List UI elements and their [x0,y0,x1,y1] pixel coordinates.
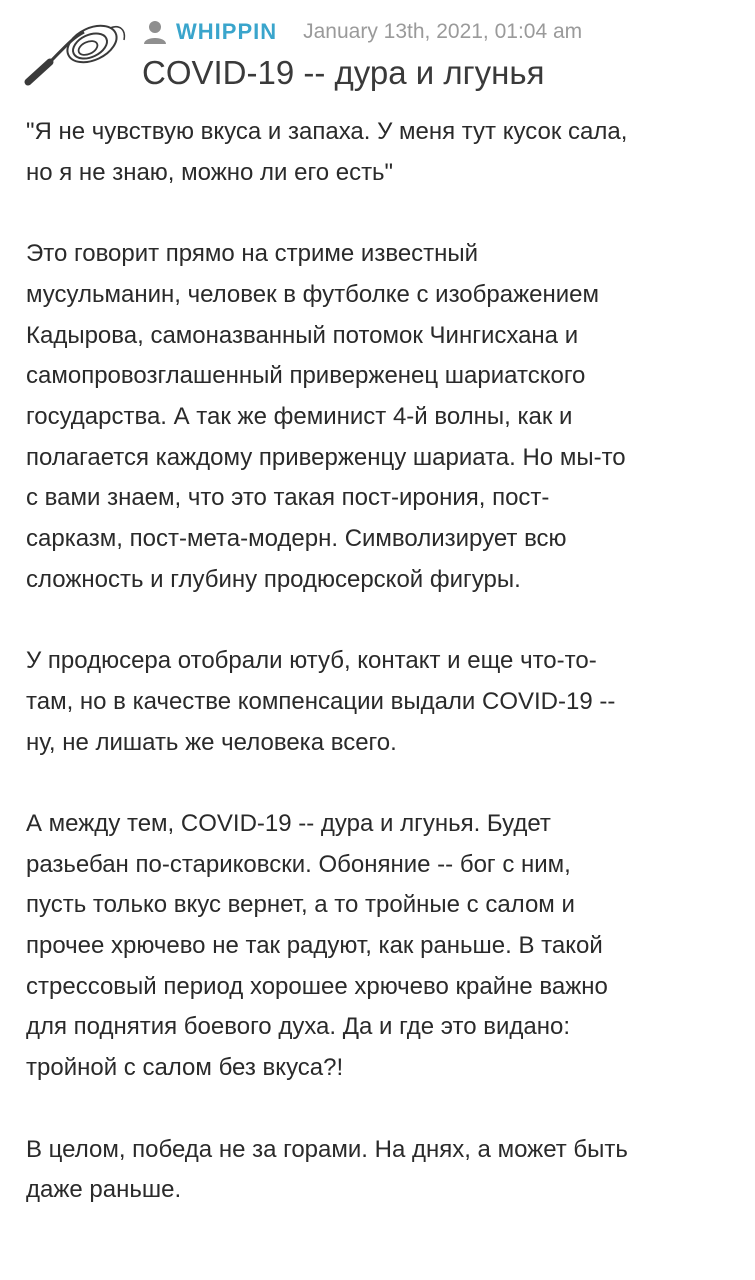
author-name[interactable]: WHIPPIN [176,19,278,44]
paragraph-3 [26,641,738,763]
text-line: даже раньше. [26,1176,182,1204]
text-line: тройной с салом без вкуса?! [26,1054,344,1082]
text-line: полагается каждому приверженцу шариата. Но мы-то [26,443,626,471]
user-icon [142,19,168,45]
paragraph-4 [26,804,738,1089]
text-line: "Я не чувствую вкуса и запаха. У меня тут кусок сала, [26,118,628,145]
whip-icon [20,14,130,86]
text-line: мусульманин, человек в футболке с изображением [26,280,599,308]
text-line: прочее хрючево не так радуют, как раньше. В такой [26,932,603,960]
post-title[interactable]: COVID-19 -- дура и лгунья [142,54,545,91]
text-line: разьебан по-стариковски. Обоняние -- бог с ним, [26,850,571,878]
text-line: для поднятия боевого духа. Да и где это видано: [26,1013,571,1041]
text-line: самопровозглашенный приверженец шариатского [26,362,586,390]
text-line: с вами знаем, что это такая пост-ирония, пост- [26,484,550,512]
text-line: сложность и глубину продюсерской фигуры. [26,565,521,593]
text-line: но я не знаю, можно ли его есть" [26,158,394,186]
paragraph-5 [26,1130,738,1211]
text-line: пусть только вкус вернет, а то тройные с салом и [26,891,575,919]
text-line: Это говорит прямо на стриме известный [26,240,479,268]
text-line: сарказм, пост-мета-модерн. Символизирует всю [26,525,567,553]
text-line: ну, не лишать же человека всего. [26,728,397,756]
post-meta [142,16,582,48]
paragraph-1 [26,112,738,193]
text-line: государства. А так же феминист 4-й волны, как и [26,402,573,430]
text-line: стрессовый период хорошее хрючево крайне важно [26,972,608,1000]
paragraph-2 [26,234,738,600]
text-line: там, но в качестве компенсации выдали COVID-19 -- [26,687,616,715]
post-date: January 13th, 2021, 01:04 am [303,20,583,43]
text-line: У продюсера отобрали ютуб, контакт и еще что-то- [26,647,597,675]
post-content [26,112,738,1252]
text-line: Кадырова, самоназванный потомок Чингисхана и [26,321,579,349]
text-line: А между тем, COVID-19 -- дура и лгунья. Будет [26,809,551,837]
author-avatar[interactable] [20,14,130,86]
text-line: В целом, победа не за горами. На днях, а может быть [26,1135,628,1163]
post-header [0,0,755,110]
